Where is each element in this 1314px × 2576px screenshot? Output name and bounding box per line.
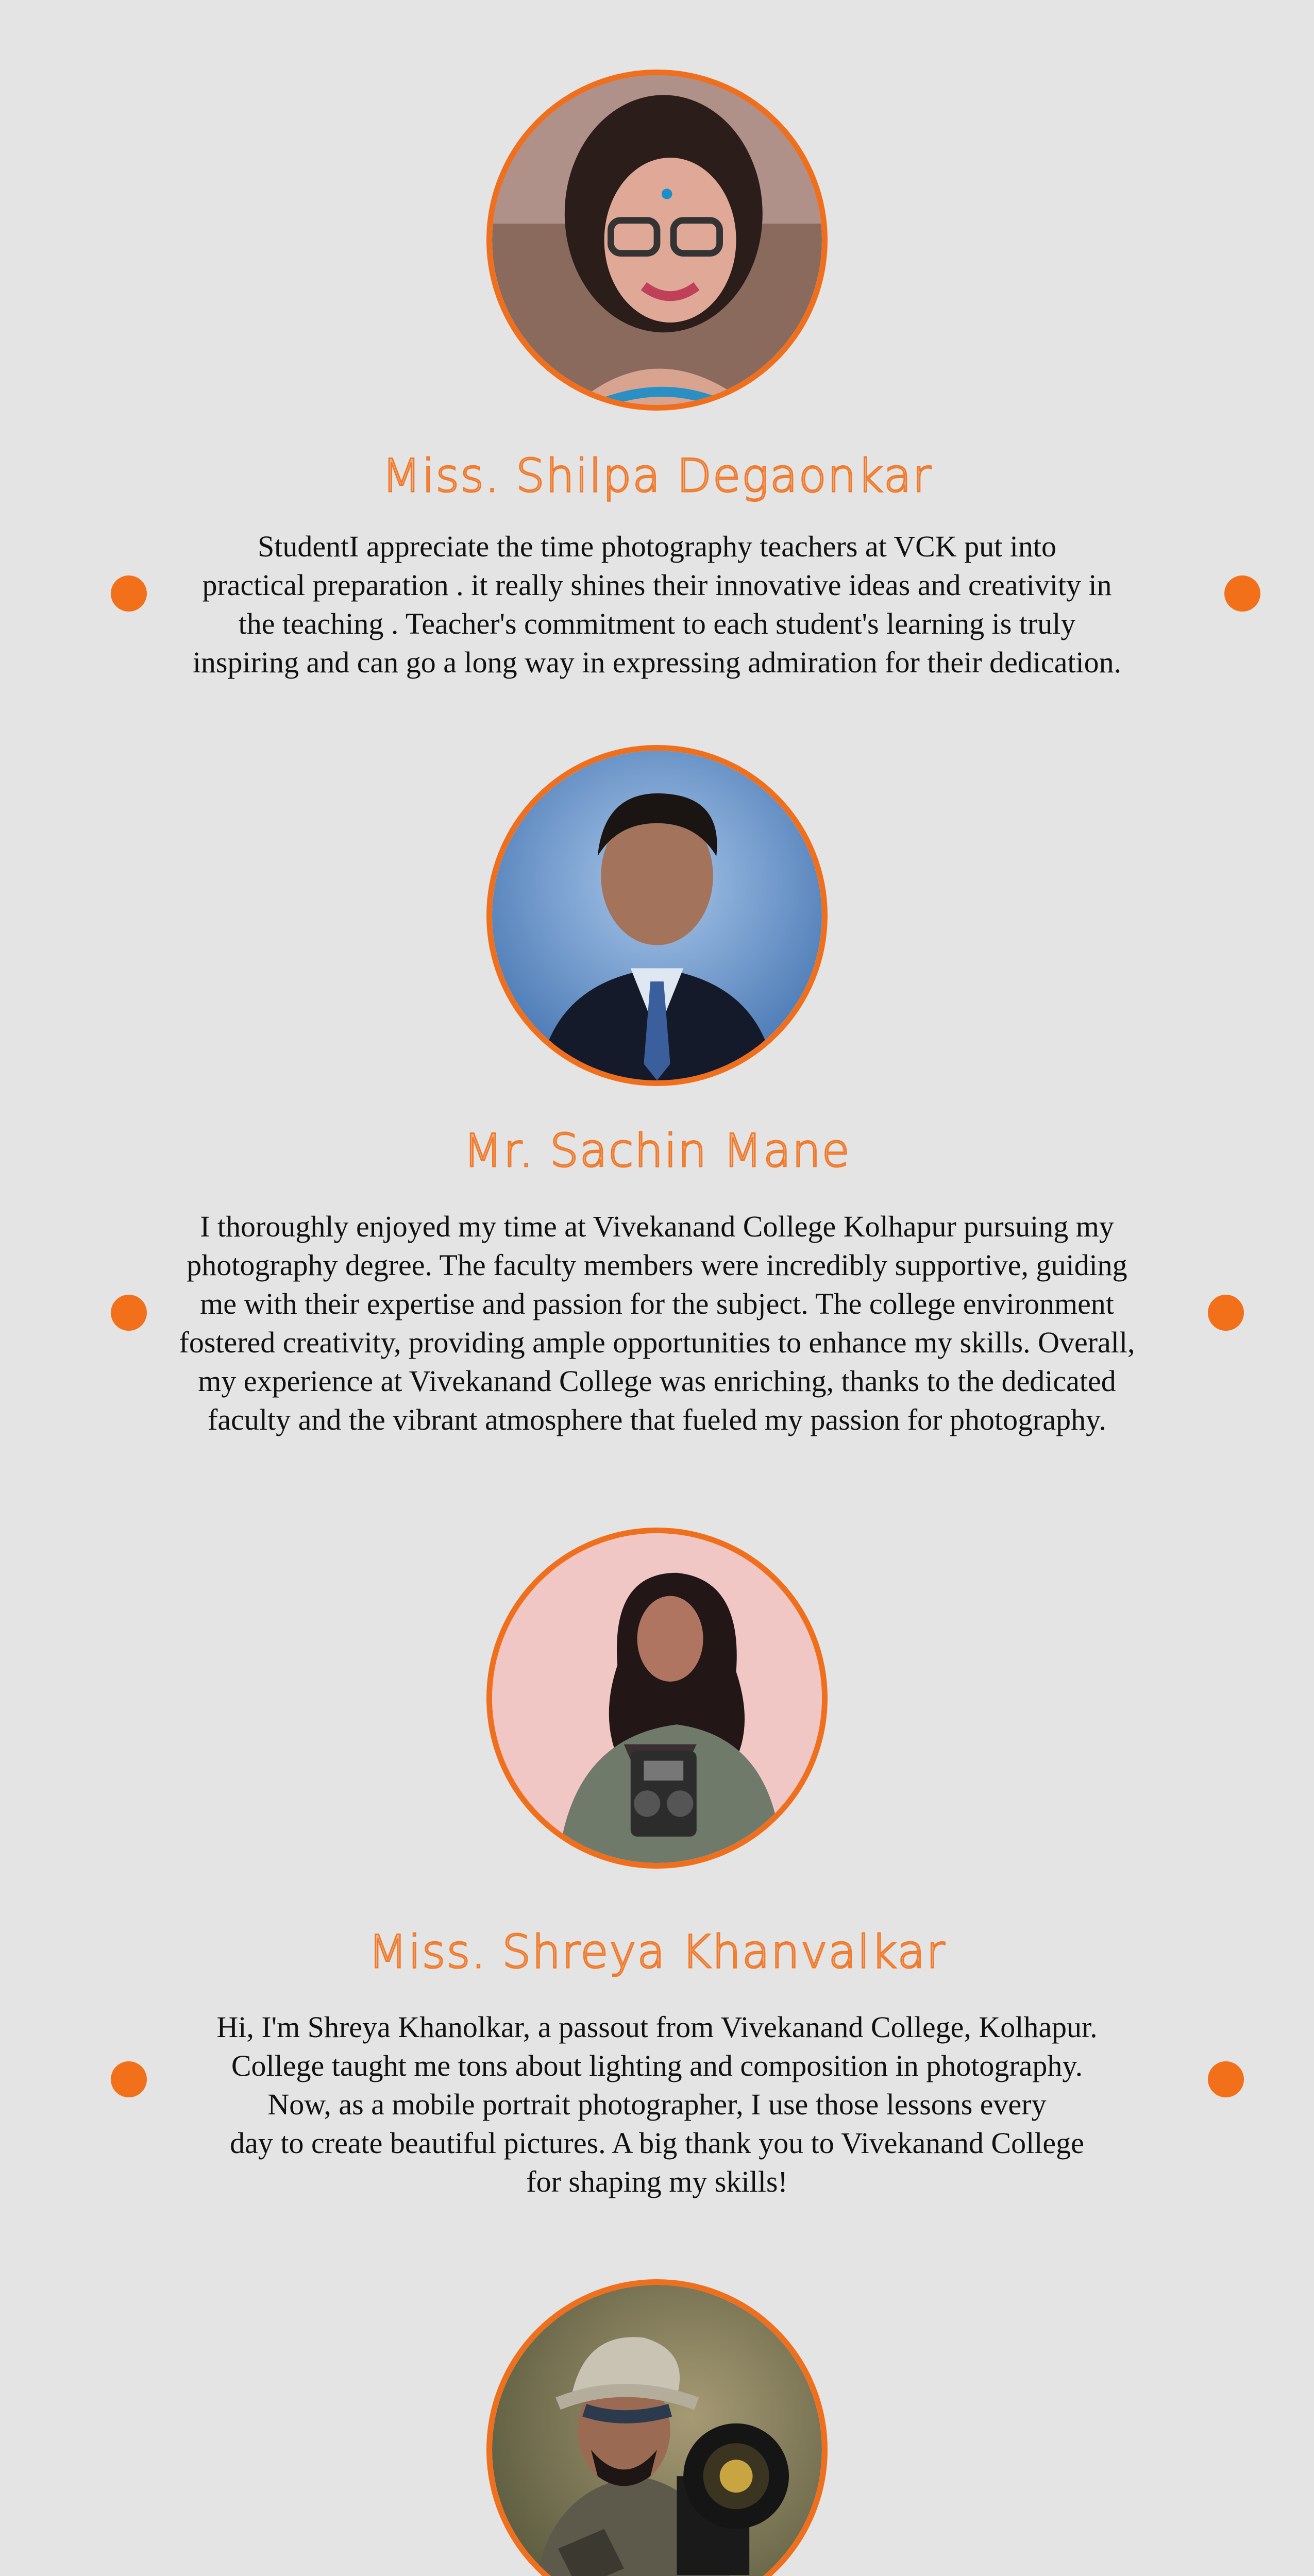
- next-dot-icon: [1208, 2061, 1244, 2097]
- testimonial-line: I thoroughly enjoyed my time at Vivekanand College Kolhapur pursuing my: [200, 1210, 1114, 1243]
- testimonial-line: College taught me tons about lighting and composition in photography.: [231, 2049, 1083, 2082]
- portrait-man-telephoto-lens-icon: [492, 2285, 822, 2576]
- testimonial-line: day to create beautiful pictures. A big thank you to Vivekanand College: [230, 2126, 1084, 2160]
- prev-dot-icon: [111, 1295, 147, 1331]
- portrait-man-suit-icon: [492, 751, 822, 1080]
- profile-photo: [486, 1528, 828, 1869]
- person-name: Miss. Shilpa Degaonkar: [381, 449, 933, 502]
- testimonial-line: faculty and the vibrant atmosphere that fueled my passion for photography.: [208, 1403, 1106, 1436]
- testimonial-line: my experience at Vivekanand College was enriching, thanks to the dedicated: [198, 1364, 1116, 1398]
- person-name: Mr. Sachin Mane: [463, 1124, 851, 1177]
- testimonial-line: StudentI appreciate the time photography teachers at VCK put into: [258, 530, 1056, 563]
- next-dot-icon: [1208, 1295, 1244, 1331]
- profile-photo: [486, 2279, 828, 2576]
- testimonial-line: Hi, I'm Shreya Khanolkar, a passout from Vivekanand College, Kolhapur.: [216, 2010, 1098, 2044]
- testimonial-line: the teaching . Teacher's commitment to each student's learning is truly: [238, 607, 1076, 640]
- testimonial-line: Now, as a mobile portrait photographer, I use those lessons every: [267, 2088, 1047, 2121]
- testimonial-text: [0, 1207, 1314, 1439]
- testimonial-text: [0, 2008, 1314, 2201]
- testimonial-line: for shaping my skills!: [526, 2165, 788, 2198]
- profile-photo: [486, 745, 828, 1086]
- testimonial-line: fostered creativity, providing ample opportunities to enhance my skills. Overall,: [179, 1326, 1135, 1359]
- portrait-woman-camera-icon: [492, 1533, 822, 1863]
- person-name: Miss. Shreya Khanvalkar: [368, 1925, 946, 1978]
- testimonial-line: inspiring and can go a long way in expressing admiration for their dedication.: [192, 646, 1122, 679]
- testimonial-line: practical preparation . it really shines their innovative ideas and creativity in: [202, 568, 1112, 602]
- prev-dot-icon: [111, 2061, 147, 2097]
- testimonial-line: photography degree. The faculty members were incredibly supportive, guiding: [187, 1248, 1127, 1282]
- testimonial-card: [0, 0, 1314, 721]
- testimonial-line: me with their expertise and passion for the subject. The college environment: [200, 1287, 1114, 1320]
